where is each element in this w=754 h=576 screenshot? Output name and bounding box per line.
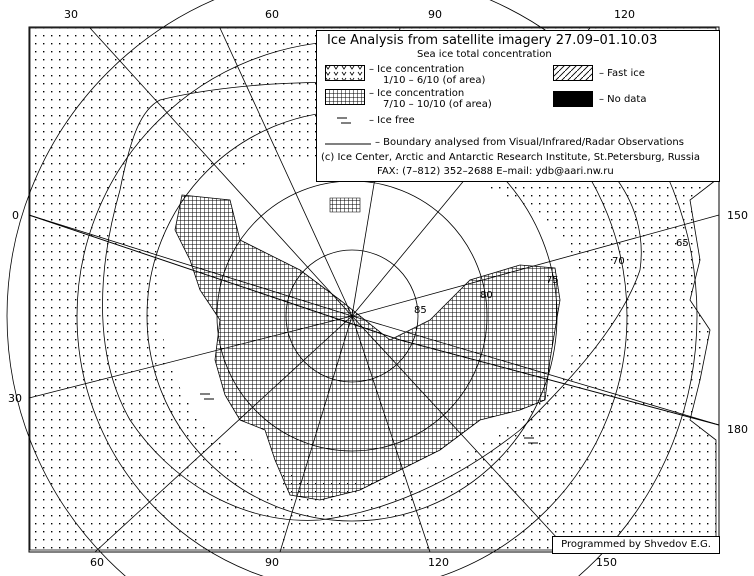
lat-label-65: 65: [676, 238, 689, 249]
swatch-fast-ice: [553, 65, 593, 81]
lon-label-left-30: 30: [8, 392, 22, 405]
legend-subtitle: Sea ice total concentration: [417, 49, 552, 60]
lon-label-right-180: 180: [727, 423, 748, 436]
lon-label-top-120: 120: [614, 8, 635, 21]
swatch-ice-low: [325, 65, 365, 81]
lat-label-75: 75: [546, 275, 559, 286]
legend-no-data: – No data: [599, 94, 647, 105]
legend-boundary: – Boundary analysed from Visual/Infrared/Radar Observations: [375, 137, 684, 148]
lon-label-bottom-60: 60: [90, 556, 104, 569]
legend-ice-high-line1: – Ice concentration: [369, 88, 465, 99]
swatch-ice-high: [325, 89, 365, 105]
swatch-boundary: [323, 141, 373, 147]
legend-ice-low-line1: – Ice concentration: [369, 64, 465, 75]
legend-contact: FAX: (7–812) 352–2688 E–mail: ydb@aari.nw.ru: [377, 166, 614, 177]
legend-ice-low-line2: 1/10 – 6/10 (of area): [383, 75, 486, 86]
legend-title: Ice Analysis from satellite imagery 27.09–01.10.03: [327, 33, 658, 48]
lon-label-bottom-120: 120: [428, 556, 449, 569]
lat-label-70: 70: [612, 256, 625, 267]
ice-patch-north: [330, 198, 360, 212]
lon-label-bottom-150: 150: [596, 556, 617, 569]
programmed-by-label: Programmed by Shvedov E.G.: [552, 536, 720, 554]
legend: [316, 30, 720, 182]
legend-ice-free: – Ice free: [369, 115, 415, 126]
lon-label-right-150: 150: [727, 209, 748, 222]
lat-label-85: 85: [414, 305, 427, 316]
lon-label-top-60: 60: [265, 8, 279, 21]
lon-label-left-0: 0: [12, 209, 19, 222]
lon-label-bottom-90: 90: [265, 556, 279, 569]
legend-fast-ice: – Fast ice: [599, 68, 645, 79]
swatch-no-data: [553, 91, 593, 107]
legend-credit: (c) Ice Center, Arctic and Antarctic Research Institute, St.Petersburg, Russia: [321, 152, 700, 163]
lat-label-80: 80: [480, 290, 493, 301]
lon-label-top-30: 30: [64, 8, 78, 21]
swatch-ice-free: [335, 115, 355, 125]
legend-ice-high-line2: 7/10 – 10/10 (of area): [383, 99, 492, 110]
lon-label-top-90: 90: [428, 8, 442, 21]
